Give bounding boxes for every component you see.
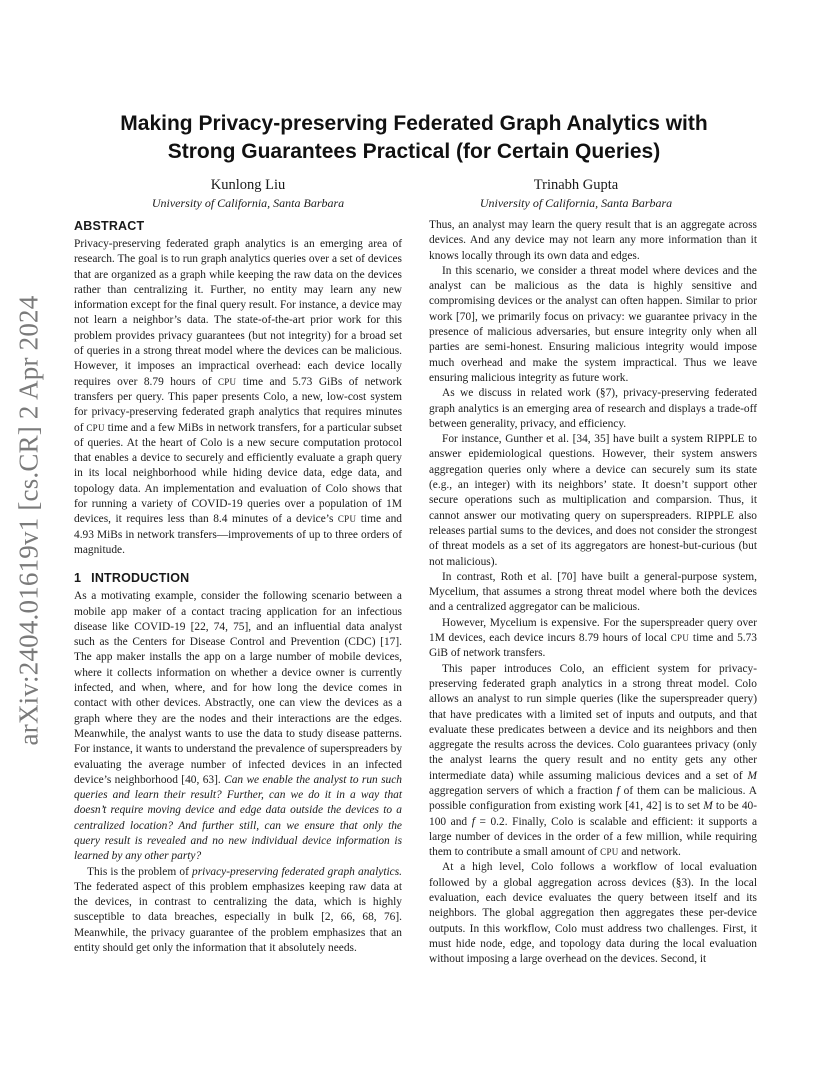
intro-paragraph-6: For instance, Gunther et al. [34, 35] have built a system RIPPLE to answer epidemiological questions. However, their system answers aggregation queries only where a device can securely sum its state (e.g., an integer) with its neighbors’ state. It doesn’t support other secure operations such as multiplication and comparsion. Thus, it cannot answer our motivating query on superspreaders. RIPPLE also releases partial sums to the devices, and does not consider the strongest of threat models as a set of its aggregators are honest-but-curious (but not malicious).: [429, 433, 757, 568]
section-title: INTRODUCTION: [91, 571, 190, 586]
author-affiliation: University of California, Santa Barbara: [151, 196, 345, 210]
intro-paragraph-1: As a motivating example, consider the following scenario between a mobile app maker of a contact tracing application for an infectious disease like COVID-19 [22, 74, 75], and an influential data analyst such as the Centers for Disease Control and Prevention (CDC) [17]. The app maker installs the app on a large number of mobile devices, where it collects information on whether a device owner is currently infected, and when, where, and for how long the device comes in contact with other devices. Abstractly, one can view the devices as a graph where they are the nodes and their interactions are the edges. Meanwhile, the analyst wants to use the data to study disease patterns. For instance, it wants to understand the prevalence of superspreaders by evaluating the average number of infected devices in an infected device’s neighborhood [40, 63]. Can we enable the analyst to run such queries and learn their result? Further, can we do it in a way that doesn’t require moving device and edge data outside the devices to a centralized location? And further still, can we ensure that only the query result is revealed and no new individual device information is learned by any other party?: [74, 590, 403, 863]
intro-paragraph-3: Thus, an analyst may learn the query result that is an aggregate across devices. And any device may not learn any more information than it knows locally through its own data and edges.: [429, 219, 757, 262]
math-var: M: [703, 800, 713, 813]
intro-paragraph-9: This paper introduces Colo, an efficient system for privacy-preserving federated graph analytics in a strong threat model. Colo allows an analyst to run simple queries (like the superspreader query) that have predicates with a limited set of inputs and outputs, and that evaluate these predicates between a device and its neighbors and then aggregate the results across the devices. Colo guarantees privacy (only the analyst learns the query result and no entity gets any other intermediate data) while assuming malicious devices and a set of M aggregation servers of which a fraction f of them can be malicious. A possible configuration from existing work [41, 42] is to set M to be 40-100 and f = 0.2. Finally, Colo is scalable and efficient: it supports a large number of devices in the order of a few million, while requiring them to contribute a small amount of CPU and network.: [429, 662, 758, 859]
paper-title-line-1: Making Privacy-preserving Federated Graph Analytics with: [120, 112, 708, 135]
math-var: f: [616, 784, 620, 797]
paper-title-line-2: Strong Guarantees Practical (for Certain Queries): [167, 140, 661, 163]
author-affiliation: University of California, Santa Barbara: [479, 196, 673, 210]
section-number: 1: [74, 571, 82, 586]
cpu-smallcaps: CPU: [600, 847, 619, 858]
abstract-paragraph: Privacy-preserving federated graph analytics is an emerging area of research. The goal is to run graph analytics queries over a set of devices that are organized as a graph while keeping the raw data on the devices rather than centralizing it. Further, no entity may learn any new information except for the final query result. For instance, a device may not learn a neighbor’s data. The state-of-the-art prior work for this problem provides privacy guarantees (but not integrity) for a broad set of queries in a strong threat model where the devices can be malicious. However, it imposes an impractical overhead: each device locally requires over 8.79 hours of CPU time and 5.73 GiBs of network transfers per query. This paper presents Colo, a new, low-cost system for privacy-preserving federated graph analytics that requires minutes of CPU time and a few MiBs in network transfers, for a particular subset of queries. At the heart of Colo is a new secure computation protocol that enables a device to securely and efficiently evaluate a graph query in its local neighborhood while hiding device data, edge data, and topology data. An implementation and evaluation of Colo shows that for running a variety of COVID-19 queries over a population of 1M devices, it requires less than 8.4 minutes of a device’s CPU time and 4.93 MiBs in network transfers—improvements of up to three orders of magnitude.: [74, 238, 402, 556]
intro-paragraph-7: In contrast, Roth et al. [70] have built a general-purpose system, Mycelium, that assumes a strong threat model where both the devices and a centralized aggregator can be malicious.: [429, 570, 757, 614]
intro-paragraph-4: In this scenario, we consider a threat model where devices and the analyst can be malicious as the data is highly sensitive and compromising devices or the analyst can often happen. Similar to prior work [70], we primarily focus on privacy: we guarantee privacy in the presence of malicious adversaries, but ensure integrity only when all parties are semi-honest. Ensuring malicious integrity would impose much overhead and make the system impractical. Thus we leave ensuring malicious integrity as future work.: [429, 264, 757, 384]
author-name: Kunlong Liu: [210, 177, 286, 193]
intro-paragraph-10: At a high level, Colo follows a workflow of local evaluation followed by a global aggregation across devices (§3). In the local evaluation, each device evaluates the query between itself and its neighbors. The global aggregation then aggregates these per-device outputs. In this workflow, Colo must address two challenges. First, it must hide node, edge, and topology data during the local evaluation without imposing a large overhead on the devices. Second, it: [429, 861, 757, 966]
introduction-heading: [74, 570, 402, 587]
right-column: [429, 218, 757, 968]
arxiv-identifier-text: arXiv:2404.01619v1 [cs.CR] 2 Apr 2024: [13, 295, 44, 745]
cpu-smallcaps: CPU: [86, 422, 105, 433]
paper-title: [75, 110, 753, 166]
intro-paragraph-8: However, Mycelium is expensive. For the superspreader query over 1M devices, each device incurs 8.79 hours of local CPU time and 5.73 GiB of network transfers.: [429, 616, 758, 660]
intro-paragraph-5: As we discuss in related work (§7), privacy-preserving federated graph analytics is an emerging area of research and displays a trade-off between generality, privacy, and efficiency.: [429, 387, 757, 430]
math-var: M: [747, 769, 757, 782]
cpu-smallcaps: CPU: [217, 376, 237, 387]
left-column: [74, 218, 402, 956]
author-name: Trinabh Gupta: [533, 177, 619, 193]
abstract-heading: ABSTRACT: [74, 219, 145, 233]
arxiv-identifier: [14, 250, 44, 790]
author-block-1: [108, 176, 388, 211]
cpu-smallcaps: CPU: [670, 633, 690, 644]
intro-paragraph-2: This is the problem of privacy-preserving federated graph analytics. The federated aspect of this problem emphasizes keeping raw data at the devices, in contrast to centralizing the data, which is highly susceptible to data breaches, especially in bulk [2, 66, 68, 76]. Meanwhile, the privacy guarantee of the problem emphasizes that an entity should get only the information that it absolutely needs.: [74, 865, 402, 955]
author-block-2: [436, 176, 716, 211]
math-var: f: [471, 815, 475, 828]
cpu-smallcaps: CPU: [337, 514, 357, 525]
